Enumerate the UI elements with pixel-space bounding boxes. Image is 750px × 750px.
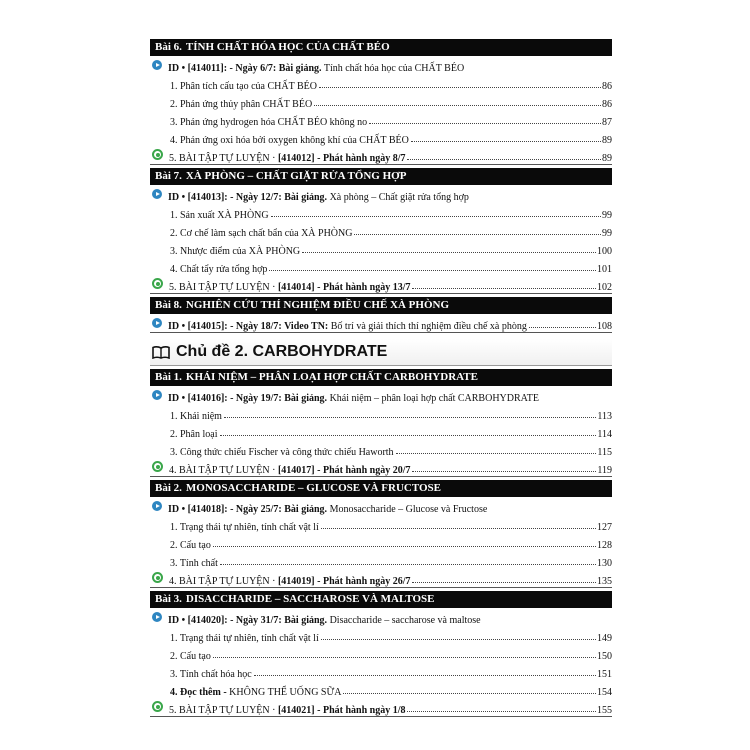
section-number: Bài 8.	[155, 299, 182, 311]
lecture-id: ID • [414011]: - Ngày 6/7:	[168, 63, 277, 74]
lecture-entry[interactable]	[150, 185, 612, 203]
lecture-entry[interactable]	[150, 314, 612, 333]
page-number: 113	[597, 411, 612, 422]
dot-leader	[343, 693, 596, 694]
play-icon[interactable]	[152, 501, 162, 511]
page-number: 102	[597, 282, 612, 293]
lecture-id: ID • [414013]: - Ngày 12/7:	[168, 192, 282, 203]
dot-leader	[411, 141, 601, 142]
toc-item[interactable]	[150, 404, 612, 422]
toc-item[interactable]	[150, 221, 612, 239]
page-number: 155	[597, 705, 612, 716]
dot-leader	[269, 270, 596, 271]
exercise-label: 5. BÀI TẬP TỰ LUYỆN ·	[169, 705, 278, 716]
lecture-title: Khái niệm – phân loại hợp chất CARBOHYDRATE	[327, 393, 539, 404]
toc-item-label: 1. Phân tích cấu tạo của CHẤT BÉO	[170, 81, 318, 92]
section-number: Bài 6.	[155, 41, 182, 53]
section-number: Bài 1.	[155, 371, 182, 383]
toc-item[interactable]	[150, 533, 612, 551]
toc-item[interactable]	[150, 644, 612, 662]
play-icon[interactable]	[152, 318, 162, 328]
section-header	[150, 168, 612, 185]
lecture-title: Bố trí và giải thích thí nghiệm điều chế xà phòng	[328, 321, 527, 332]
section-header	[150, 297, 612, 314]
lecture-id: ID • [414016]: - Ngày 19/7:	[168, 393, 282, 404]
dot-leader	[369, 123, 601, 124]
dot-leader	[224, 417, 596, 418]
toc-item-label: 3. Nhược điểm của XÀ PHÒNG	[170, 246, 301, 257]
toc-item-label: 2. Phân loại	[170, 429, 218, 440]
page-number: 86	[602, 81, 612, 92]
page-number: 150	[597, 651, 612, 662]
toc-item-label: 4. Phản ứng oxi hóa bởi oxygen không khí của CHẤT BÉO	[170, 135, 409, 146]
toc-item[interactable]	[150, 239, 612, 257]
dot-leader	[407, 159, 601, 160]
dot-leader	[396, 453, 597, 454]
toc-item[interactable]	[150, 110, 612, 128]
exercise-label: 5. BÀI TẬP TỰ LUYỆN ·	[169, 153, 278, 164]
section-header	[150, 480, 612, 497]
play-icon[interactable]	[152, 189, 162, 199]
page-number: 108	[597, 321, 612, 332]
toc-item-label: 3. Tính chất hóa học	[170, 669, 252, 680]
exercise-id: [414019] - Phát hành ngày 26/7	[277, 576, 411, 587]
dot-leader	[213, 657, 596, 658]
book-icon	[152, 346, 170, 359]
section-number: Bài 7.	[155, 170, 182, 182]
toc-item-label: 4. Chất tẩy rửa tổng hợp	[170, 264, 268, 275]
section-title: KHÁI NIỆM – PHÂN LOẠI HỢP CHẤT CARBOHYDRATE	[185, 371, 478, 383]
exercise-entry[interactable]	[150, 569, 612, 588]
lecture-id: ID • [414020]: - Ngày 31/7: Bài giảng.	[168, 615, 328, 626]
exercise-label: 5. BÀI TẬP TỰ LUYỆN ·	[169, 282, 278, 293]
toc-item-label: KHÔNG THỂ UỐNG SỮA	[229, 687, 342, 698]
play-icon[interactable]	[152, 612, 162, 622]
play-icon[interactable]	[152, 60, 162, 70]
dot-leader	[220, 435, 597, 436]
dot-leader	[321, 528, 596, 529]
page-number: 128	[597, 540, 612, 551]
toc-item-label: 2. Cơ chế làm sạch chất bẩn của XÀ PHÒNG	[170, 228, 353, 239]
section-title: MONOSACCHARIDE – GLUCOSE VÀ FRUCTOSE	[185, 482, 441, 494]
toc-item-label: 2. Phản ứng thủy phân CHẤT BÉO	[170, 99, 313, 110]
exercise-entry[interactable]	[150, 275, 612, 294]
dot-leader	[407, 711, 596, 712]
exercise-entry[interactable]	[150, 146, 612, 165]
page-number: 100	[597, 246, 612, 257]
exercise-icon[interactable]	[152, 701, 163, 712]
toc-item[interactable]	[150, 662, 612, 680]
dot-leader	[529, 327, 596, 328]
exercise-icon[interactable]	[152, 572, 163, 583]
lecture-title: Disaccharide – saccharose và maltose	[327, 615, 481, 626]
section-title: XÀ PHÒNG – CHẤT GIẶT RỬA TỔNG HỢP	[185, 170, 407, 182]
lecture-id: ID • [414018]: - Ngày 25/7: Bài giảng.	[168, 504, 328, 515]
page-number: 154	[597, 687, 612, 698]
page-number: 87	[602, 117, 612, 128]
exercise-entry[interactable]	[150, 458, 612, 477]
toc-item-label: 3. Tính chất	[170, 558, 218, 569]
toc-item[interactable]	[150, 515, 612, 533]
lecture-id: ID • [414015]: - Ngày 18/7: Video TN:	[168, 321, 329, 332]
toc-item-label: 3. Công thức chiếu Fischer và công thức chiếu Haworth	[170, 447, 394, 458]
section-title: TÍNH CHẤT HÓA HỌC CỦA CHẤT BÉO	[185, 41, 390, 53]
exercise-label: 4. BÀI TẬP TỰ LUYỆN ·	[169, 465, 278, 476]
section-header	[150, 369, 612, 386]
toc-item-label: 4. Đọc thêm -	[170, 687, 230, 698]
page-number: 115	[597, 447, 612, 458]
exercise-icon[interactable]	[152, 461, 163, 472]
dot-leader	[220, 564, 596, 565]
dot-leader	[213, 546, 596, 547]
exercise-icon[interactable]	[152, 149, 163, 160]
dot-leader	[354, 234, 601, 235]
toc-item-label: 1. Sản xuất XÀ PHÒNG	[170, 210, 269, 221]
page-number: 149	[597, 633, 612, 644]
toc-item-label: 1. Khái niệm	[170, 411, 222, 422]
exercise-id: [414021] - Phát hành ngày 1/8	[277, 705, 406, 716]
section-header	[150, 591, 612, 608]
exercise-id: [414017] - Phát hành ngày 20/7	[277, 465, 411, 476]
toc-item-label: 2. Cấu tạo	[170, 540, 211, 551]
page-number: 151	[597, 669, 612, 680]
lecture-title: Monosaccharide – Glucose và Fructose	[327, 504, 488, 515]
page-number: 86	[602, 99, 612, 110]
toc-item[interactable]	[150, 440, 612, 458]
toc-item[interactable]	[150, 128, 612, 146]
lecture-title: Tính chất hóa học của CHẤT BÉO	[321, 63, 465, 74]
section-title: NGHIÊN CỨU THÍ NGHIỆM ĐIỀU CHẾ XÀ PHÒNG	[185, 299, 450, 311]
lecture-kind: Bài giảng.	[281, 393, 328, 404]
toc-item-label: 1. Trạng thái tự nhiên, tính chất vật lí	[170, 522, 319, 533]
page-number: 130	[597, 558, 612, 569]
page-number: 99	[602, 210, 612, 221]
dot-leader	[314, 105, 601, 106]
toc-item[interactable]	[150, 551, 612, 569]
topic-heading	[150, 339, 612, 366]
dot-leader	[302, 252, 596, 253]
exercise-icon[interactable]	[152, 278, 163, 289]
lecture-kind: Bài giảng.	[281, 192, 328, 203]
page-number: 127	[597, 522, 612, 533]
section-title: DISACCHARIDE – SACCHAROSE VÀ MALTOSE	[185, 593, 435, 605]
lecture-entry[interactable]	[150, 608, 612, 626]
toc-item[interactable]	[150, 626, 612, 644]
lecture-title: Xà phòng – Chất giặt rửa tổng hợp	[327, 192, 469, 203]
toc-item[interactable]	[150, 680, 612, 698]
exercise-id: [414014] - Phát hành ngày 13/7	[277, 282, 411, 293]
table-of-contents	[150, 36, 612, 717]
page-number: 101	[597, 264, 612, 275]
section-header	[150, 39, 612, 56]
play-icon[interactable]	[152, 390, 162, 400]
topic-title: Chủ đề 2. CARBOHYDRATE	[176, 343, 388, 360]
dot-leader	[412, 288, 596, 289]
lecture-entry[interactable]	[150, 56, 612, 74]
toc-item-label: 1. Trạng thái tự nhiên, tính chất vật lí	[170, 633, 319, 644]
page-number: 89	[602, 153, 612, 164]
page-number: 135	[597, 576, 612, 587]
dot-leader	[319, 87, 601, 88]
toc-item-label: 3. Phản ứng hydrogen hóa CHẤT BÉO không no	[170, 117, 368, 128]
toc-item-label: 2. Cấu tạo	[170, 651, 211, 662]
lecture-entry[interactable]	[150, 497, 612, 515]
page-number: 89	[602, 135, 612, 146]
section-number: Bài 2.	[155, 482, 182, 494]
dot-leader	[254, 675, 596, 676]
toc-item[interactable]	[150, 257, 612, 275]
exercise-label: 4. BÀI TẬP TỰ LUYỆN ·	[169, 576, 278, 587]
toc-item[interactable]	[150, 74, 612, 92]
dot-leader	[412, 471, 596, 472]
toc-item[interactable]	[150, 92, 612, 110]
page-number: 119	[597, 465, 612, 476]
lecture-kind: Bài giảng.	[276, 63, 322, 74]
exercise-entry[interactable]	[150, 698, 612, 717]
page-number: 114	[597, 429, 612, 440]
toc-item[interactable]	[150, 422, 612, 440]
section-number: Bài 3.	[155, 593, 182, 605]
page-number: 99	[602, 228, 612, 239]
dot-leader	[412, 582, 596, 583]
dot-leader	[271, 216, 601, 217]
dot-leader	[321, 639, 596, 640]
lecture-entry[interactable]	[150, 386, 612, 404]
exercise-id: [414012] - Phát hành ngày 8/7	[277, 153, 406, 164]
toc-item[interactable]	[150, 203, 612, 221]
